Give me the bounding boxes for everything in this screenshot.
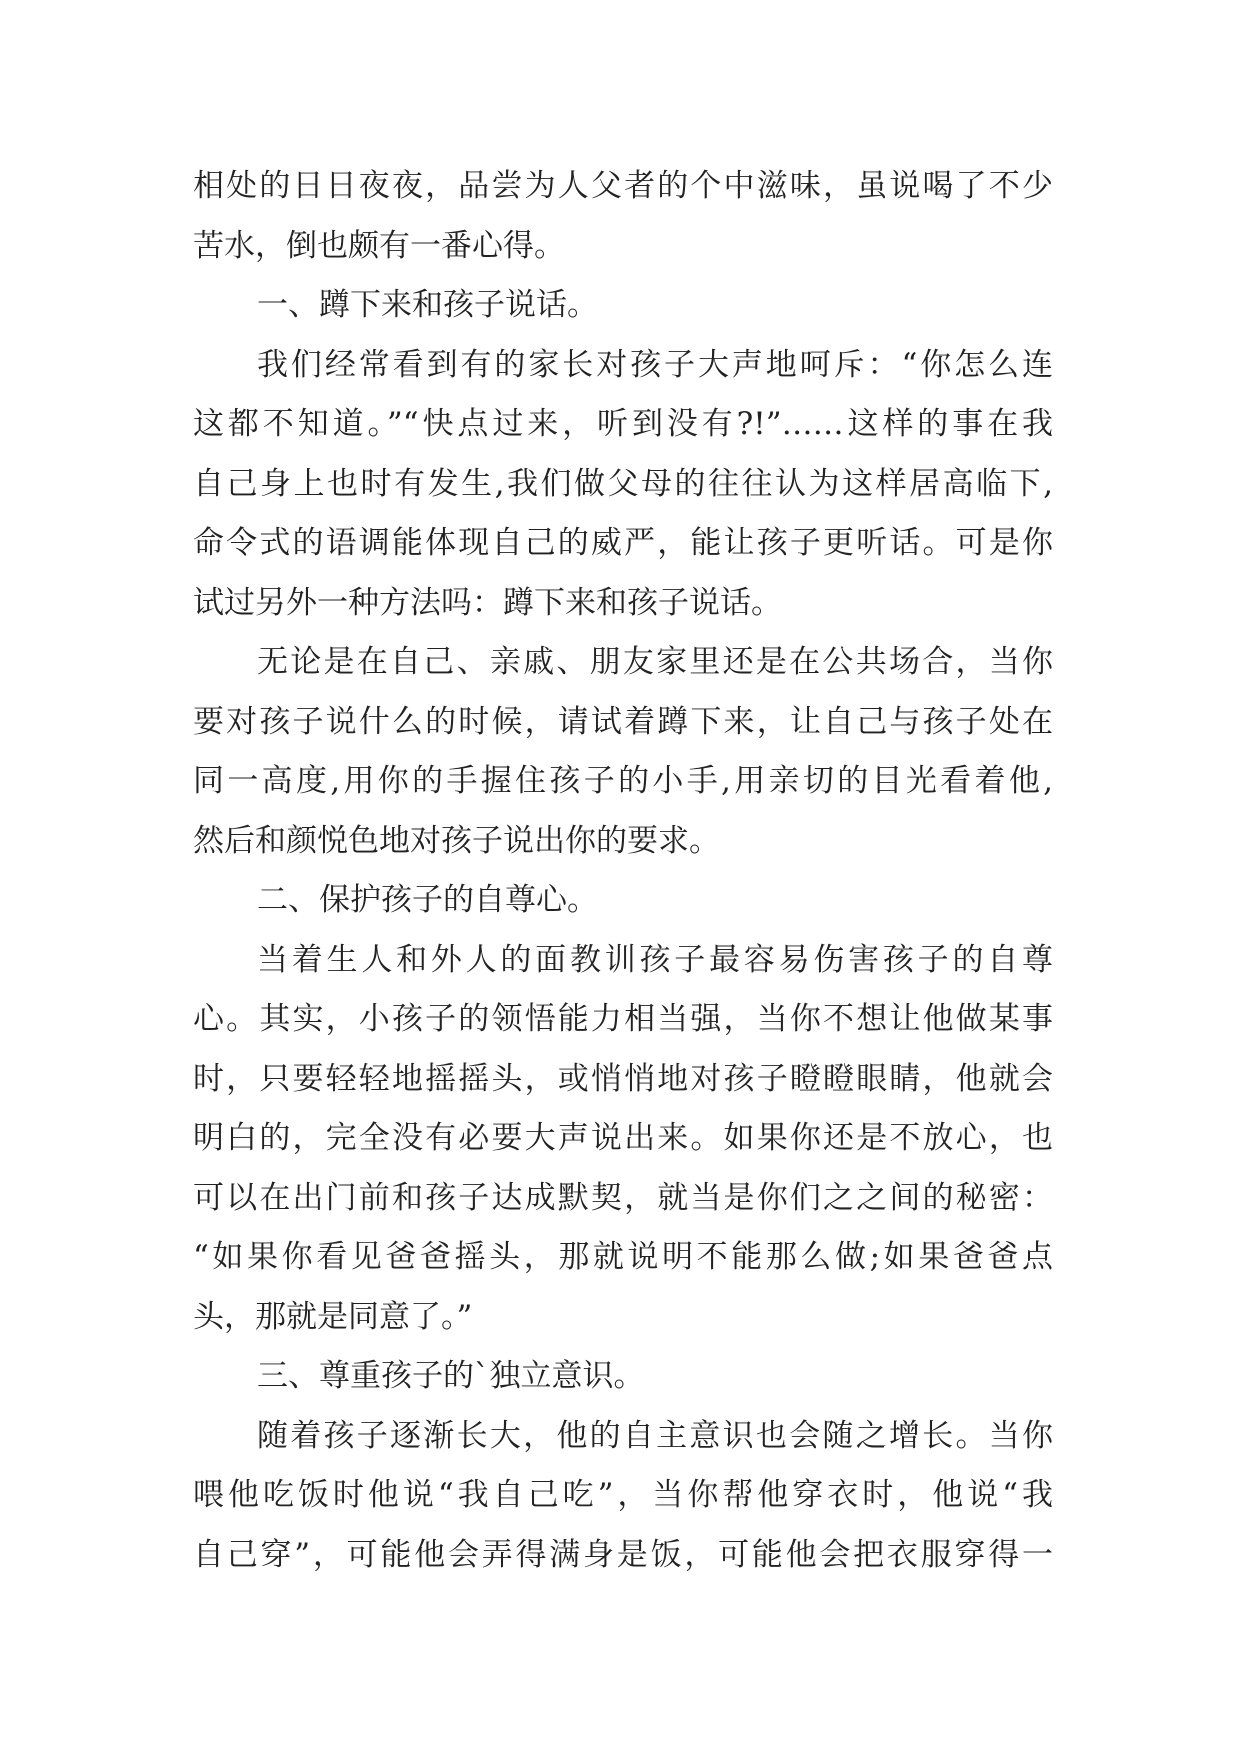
text-line: 命令式的语调能体现自己的威严，能让孩子更听话。可是你 <box>193 525 1053 561</box>
text-line: 同一高度,用你的手握住孩子的小手,用亲切的目光看着他, <box>193 763 1053 799</box>
text-line: 自己穿”，可能他会弄得满身是饭，可能他会把衣服穿得一 <box>193 1536 1053 1573</box>
text-line: 试过另外一种方法吗：蹲下来和孩子说话。 <box>193 584 782 621</box>
text-line: 二、保护孩子的自尊心。 <box>257 882 598 918</box>
text-line: 无论是在自己、亲戚、朋友家里还是在公共场合，当你 <box>257 644 1053 680</box>
text-line: “如果你看见爸爸摇头，那就说明不能那么做;如果爸爸点 <box>193 1239 1053 1275</box>
text-line: 喂他吃饭时他说“我自己吃”，当你帮他穿衣时，他说“我 <box>193 1477 1053 1513</box>
text-line: 三、尊重孩子的`独立意识。 <box>257 1358 645 1394</box>
text-line: 一、蹲下来和孩子说话。 <box>257 287 598 323</box>
text-line: 苦水，倒也颇有一番心得。 <box>193 227 565 264</box>
text-line: 随着孩子逐渐长大，他的自主意识也会随之增长。当你 <box>257 1417 1053 1454</box>
text-line: 当着生人和外人的面教训孩子最容易伤害孩子的自尊 <box>257 941 1053 978</box>
text-line: 这都不知道。”“快点过来，听到没有?!”……这样的事在我 <box>193 406 1053 442</box>
text-line: 要对孩子说什么的时候，请试着蹲下来，让自己与孩子处在 <box>193 703 1053 740</box>
text-line: 自己身上也时有发生,我们做父母的往往认为这样居高临下, <box>193 465 1053 502</box>
text-line: 头，那就是同意了。” <box>193 1298 473 1335</box>
text-line: 我们经常看到有的家长对孩子大声地呵斥：“你怎么连 <box>257 346 1053 383</box>
text-line: 然后和颜悦色地对孩子说出你的要求。 <box>193 822 720 859</box>
text-line: 心。其实，小孩子的领悟能力相当强，当你不想让他做某事 <box>193 1001 1053 1037</box>
text-line: 明白的，完全没有必要大声说出来。如果你还是不放心，也 <box>193 1120 1053 1156</box>
text-line: 时，只要轻轻地摇摇头，或悄悄地对孩子瞪瞪眼睛，他就会 <box>193 1060 1053 1097</box>
text-line: 相处的日日夜夜，品尝为人父者的个中滋味，虽说喝了不少 <box>193 168 1053 204</box>
body-text <box>193 157 1053 1585</box>
text-line: 可以在出门前和孩子达成默契，就当是你们之之间的秘密： <box>193 1179 1053 1216</box>
